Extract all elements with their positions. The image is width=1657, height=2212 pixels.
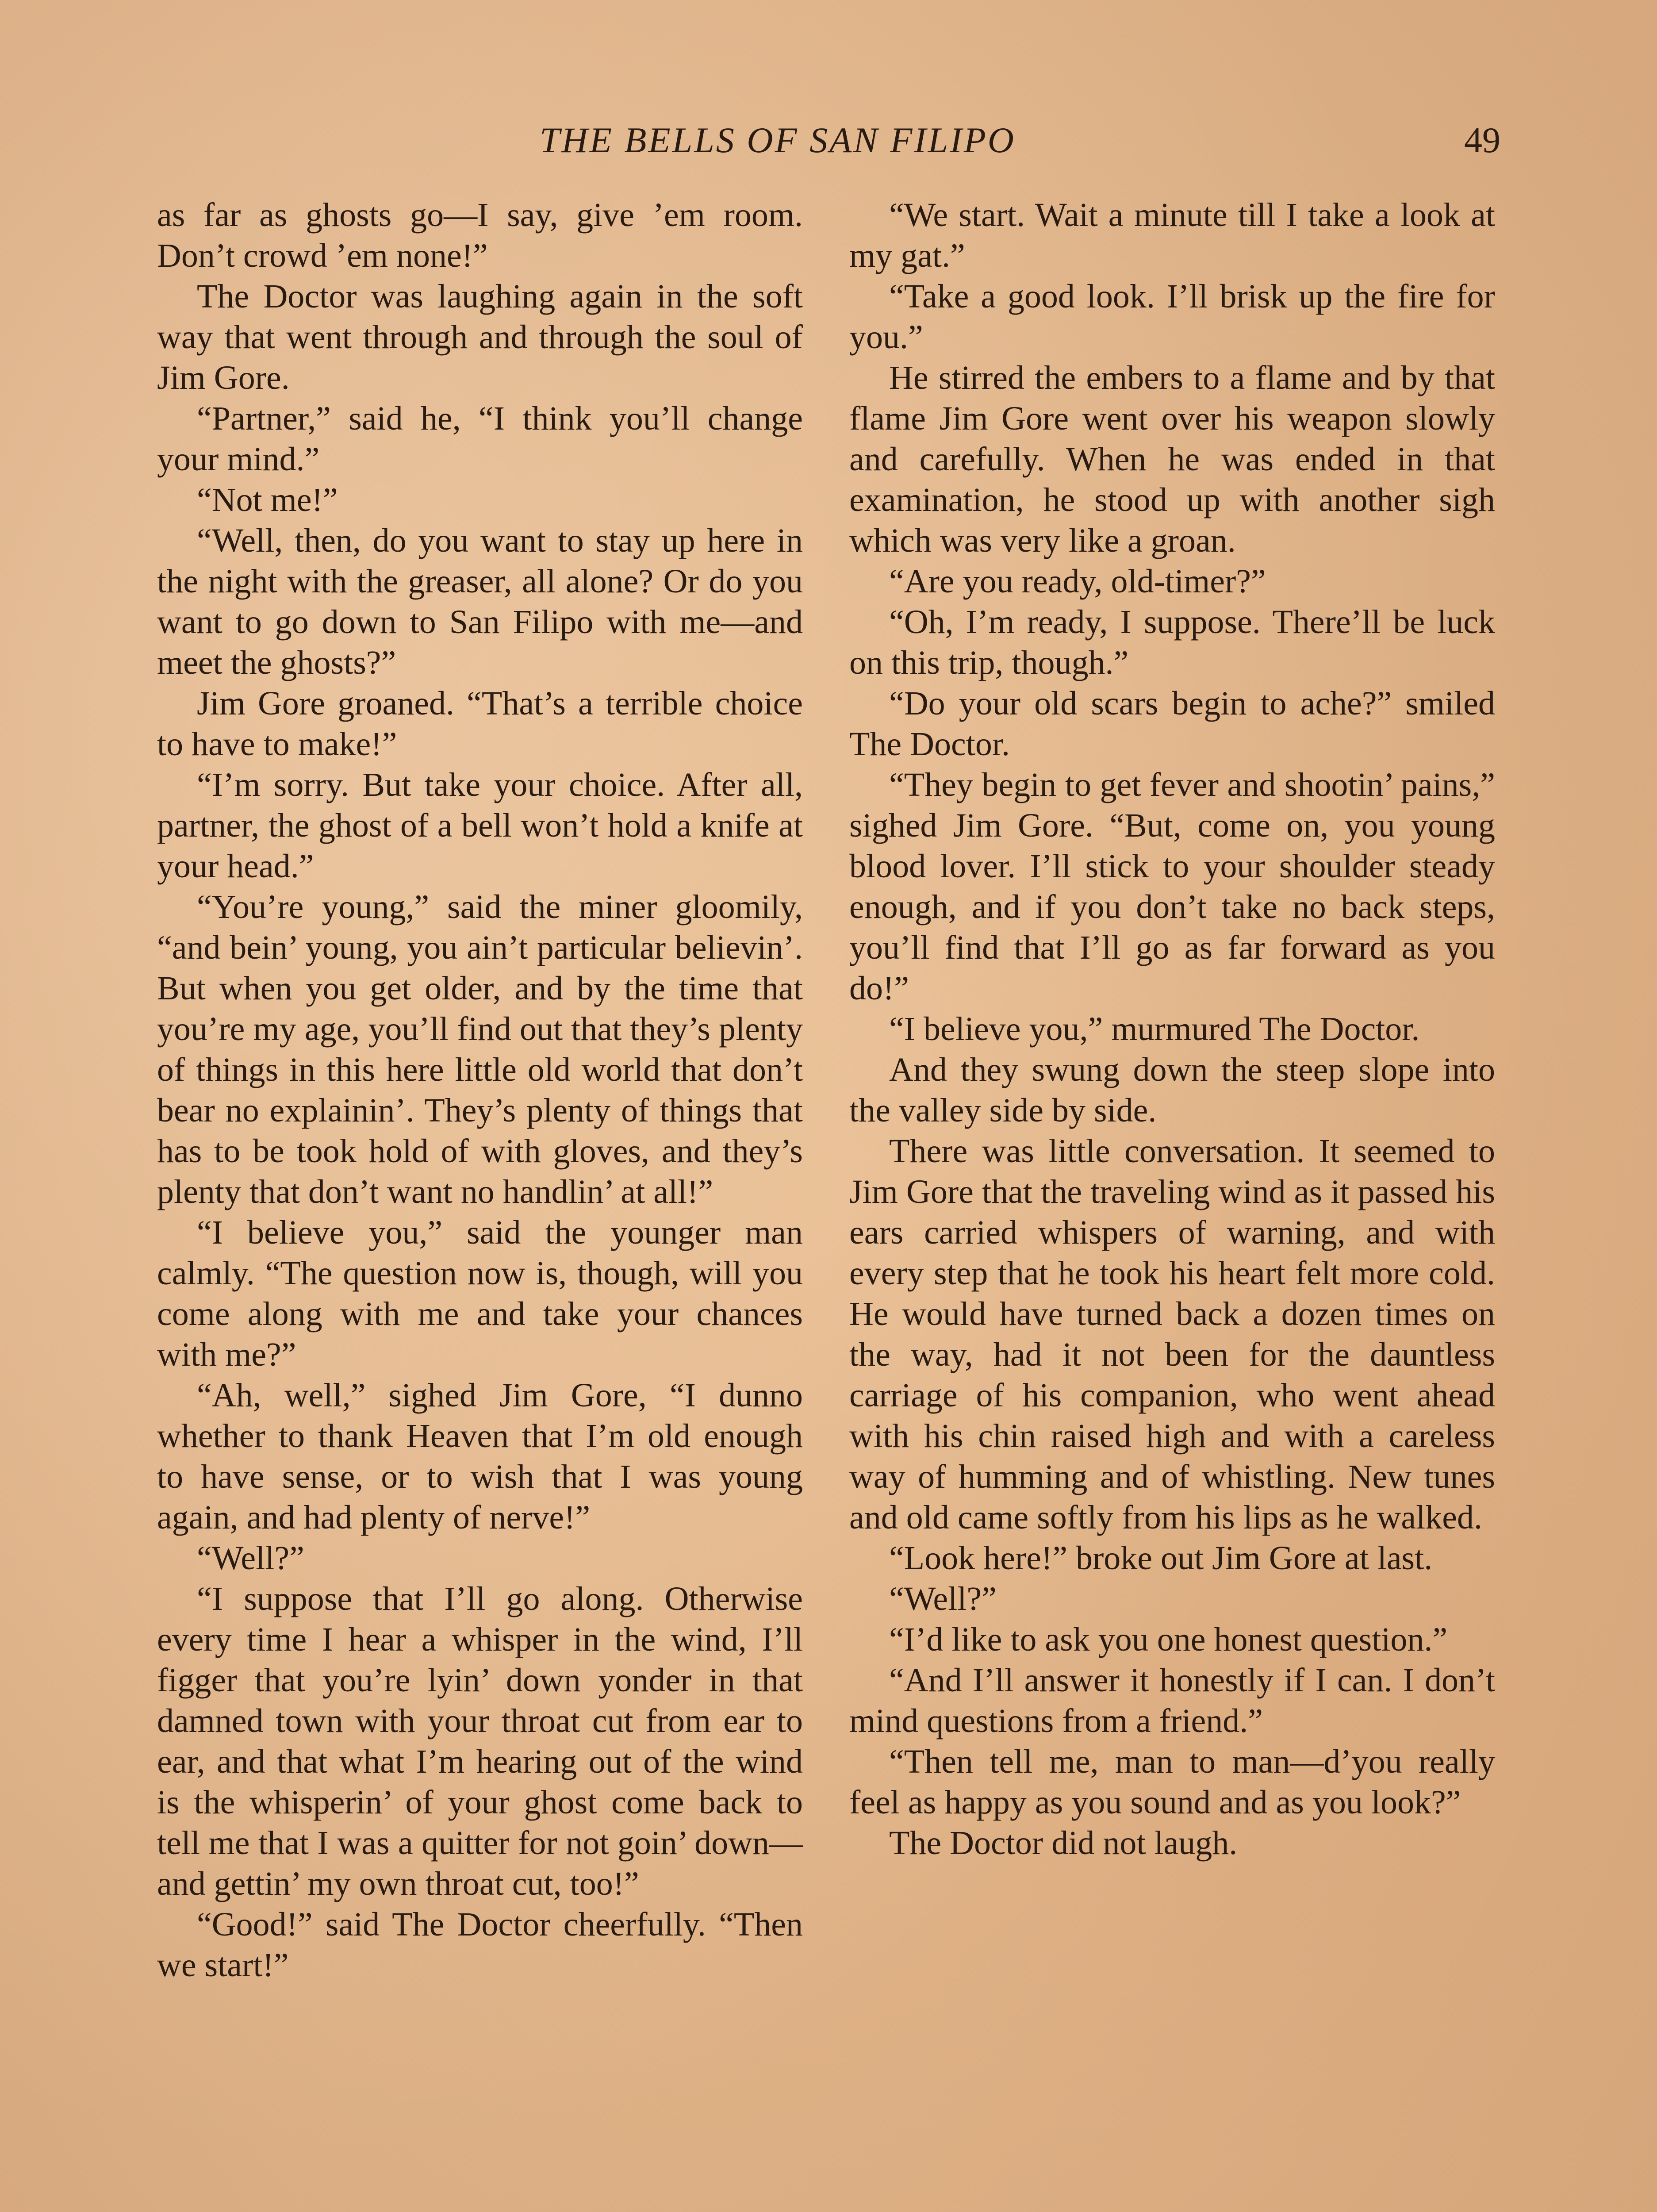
paragraph: “They begin to get fever and shootin’ pains,” sighed Jim Gore. “But, come on, you young blood lover. I’ll stick to your shoulder steady enough, and if you don’t take no back steps, you’ll find that I’ll go as far forward as you do!”	[849, 766, 1495, 1007]
paragraph: There was little conversation. It seemed to Jim Gore that the traveling wind as it passed his ears carried whispers of warning, and with every step that he took his heart felt more cold. He would have turned back a dozen times on the way, had it not been for the dauntless carriage of his companion, who went ahead with his chin raised high and with a careless way of humming and of whistling. New tunes and old came softly from his lips as he walked.	[849, 1133, 1495, 1536]
paragraph: He stirred the embers to a flame and by that flame Jim Gore went over his weapon slowly and carefully. When he was ended in that examination, he stood up with another sigh which was very like a groan.	[849, 359, 1495, 559]
paragraph: “Do your old scars begin to ache?” smiled The Doctor.	[849, 685, 1495, 763]
paragraph: “Partner,” said he, “I think you’ll change your mind.”	[157, 400, 803, 478]
paragraph: “Take a good look. I’ll brisk up the fire for you.”	[849, 278, 1495, 356]
paragraph: “We start. Wait a minute till I take a look at my gat.”	[849, 196, 1495, 274]
paragraph: “I’d like to ask you one honest question.”	[889, 1621, 1448, 1658]
right-column	[849, 195, 1495, 1863]
page-number: 49	[1464, 120, 1500, 160]
paragraph: “Not me!”	[197, 481, 338, 518]
paragraph: “Oh, I’m ready, I suppose. There’ll be luck on this trip, though.”	[849, 603, 1495, 681]
paragraph: “Good!” said The Doctor cheerfully. “Then we start!”	[157, 1906, 803, 1984]
paragraph: “Then tell me, man to man—d’you really feel as happy as you sound and as you look?”	[849, 1743, 1495, 1821]
paragraph: “I believe you,” said the younger man calmly. “The question now is, though, will you come along with me and take your chances with me?”	[157, 1214, 803, 1373]
paragraph: “Look here!” broke out Jim Gore at last.	[889, 1540, 1433, 1577]
paragraph: “You’re young,” said the miner gloomily, “and bein’ young, you ain’t particular believin’. But when you get older, and by the time that you’re my age, you’ll find out that they’s plenty of things in this here little old world that don’t bear no explainin’. They’s plenty of things that has to be took hold of with gloves, and they’s plenty that don’t want no handlin’ at all!”	[157, 888, 803, 1210]
left-column	[157, 195, 803, 1985]
paragraph: And they swung down the steep slope into the valley side by side.	[849, 1051, 1495, 1129]
paragraph: “Ah, well,” sighed Jim Gore, “I dunno whether to thank Heaven that I’m old enough to have sense, or to wish that I was young again, and had plenty of nerve!”	[157, 1377, 803, 1536]
paragraph: “I’m sorry. But take your choice. After all, partner, the ghost of a bell won’t hold a knife at your head.”	[157, 766, 803, 885]
paragraph: The Doctor did not laugh.	[889, 1824, 1238, 1862]
paragraph: “Are you ready, old-timer?”	[889, 563, 1266, 600]
paragraph: “I suppose that I’ll go along. Otherwise every time I hear a whisper in the wind, I’ll figger that you’re lyin’ down yonder in that damned town with your throat cut from ear to ear, and that what I’m hearing out of the wind is the whisperin’ of your ghost come back to tell me that I was a quitter for not goin’ down—and gettin’ my own throat cut, too!”	[157, 1580, 803, 1902]
paragraph: “Well?”	[889, 1580, 997, 1617]
paragraph: “And I’ll answer it honestly if I can. I don’t mind questions from a friend.”	[849, 1662, 1495, 1740]
paragraph: as far as ghosts go—I say, give ’em room. Don’t crowd ’em none!”	[157, 196, 803, 274]
paragraph: Jim Gore groaned. “That’s a terrible choice to have to make!”	[157, 685, 803, 763]
paragraph: “Well?”	[197, 1540, 304, 1577]
running-head: THE BELLS OF SAN FILIPO	[540, 120, 1016, 160]
paragraph: “Well, then, do you want to stay up here in the night with the greaser, all alone? Or do you want to go down to San Filipo with me—and meet the ghosts?”	[157, 522, 803, 681]
paragraph: The Doctor was laughing again in the soft way that went through and through the soul of Jim Gore.	[157, 278, 803, 396]
paragraph: “I believe you,” murmured The Doctor.	[889, 1010, 1420, 1048]
